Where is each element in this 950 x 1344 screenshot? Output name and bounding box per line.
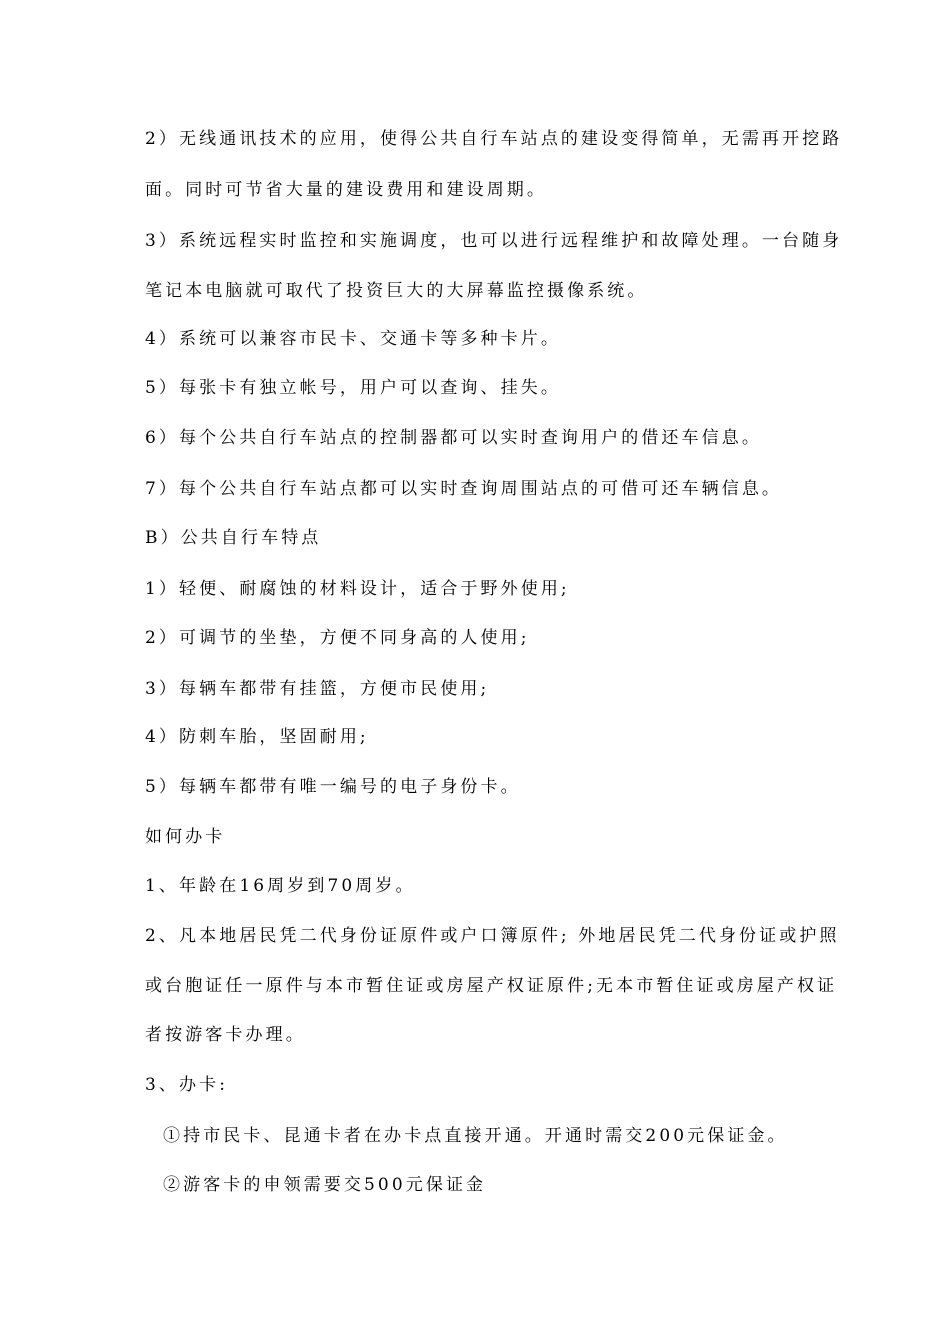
text-line: 5）每辆车都带有唯一编号的电子身份卡。	[145, 777, 521, 797]
text-line: 1、年龄在16周岁到70周岁。	[145, 876, 416, 896]
text-line: 笔记本电脑就可取代了投资巨大的大屏幕监控摄像系统。	[145, 281, 648, 301]
text-line: 6）每个公共自行车站点的控制器都可以实时查询用户的借还车信息。	[145, 428, 762, 448]
text-line: ①持市民卡、昆通卡者在办卡点直接开通。开通时需交200元保证金。	[163, 1126, 788, 1146]
text-line: 2、凡本地居民凭二代身份证原件或户口簿原件; 外地居民凭二代身份证或护照	[145, 926, 840, 946]
section-heading: 如何办卡	[145, 827, 226, 847]
text-line: 4）系统可以兼容市民卡、交通卡等多种卡片。	[145, 329, 561, 349]
text-line: 7）每个公共自行车站点都可以实时查询周围站点的可借可还车辆信息。	[145, 479, 783, 499]
text-line: ②游客卡的申领需要交500元保证金	[163, 1175, 487, 1195]
text-line: 2）可调节的坐垫，方便不同身高的人使用;	[145, 628, 530, 648]
text-line: 2）无线通讯技术的应用，使得公共自行车站点的建设变得简单，无需再开挖路	[145, 129, 843, 149]
section-heading: B）公共自行车特点	[145, 528, 322, 548]
text-line: 面。同时可节省大量的建设费用和建设周期。	[145, 180, 547, 200]
text-line: 5）每张卡有独立帐号，用户可以查询、挂失。	[145, 378, 561, 398]
text-line: 者按游客卡办理。	[145, 1025, 306, 1045]
text-line: 1）轻便、耐腐蚀的材料设计，适合于野外使用;	[145, 579, 570, 599]
text-line: 或台胞证任一原件与本市暂住证或房屋产权证原件;无本市暂住证或房屋产权证	[145, 976, 838, 996]
text-line: 4）防刺车胎，坚固耐用;	[145, 727, 369, 747]
text-line: 3、办卡:	[145, 1075, 229, 1095]
text-line: 3）每辆车都带有挂篮，方便市民使用;	[145, 679, 490, 699]
text-line: 3）系统远程实时监控和实施调度，也可以进行远程维护和故障处理。一台随身	[145, 231, 843, 251]
